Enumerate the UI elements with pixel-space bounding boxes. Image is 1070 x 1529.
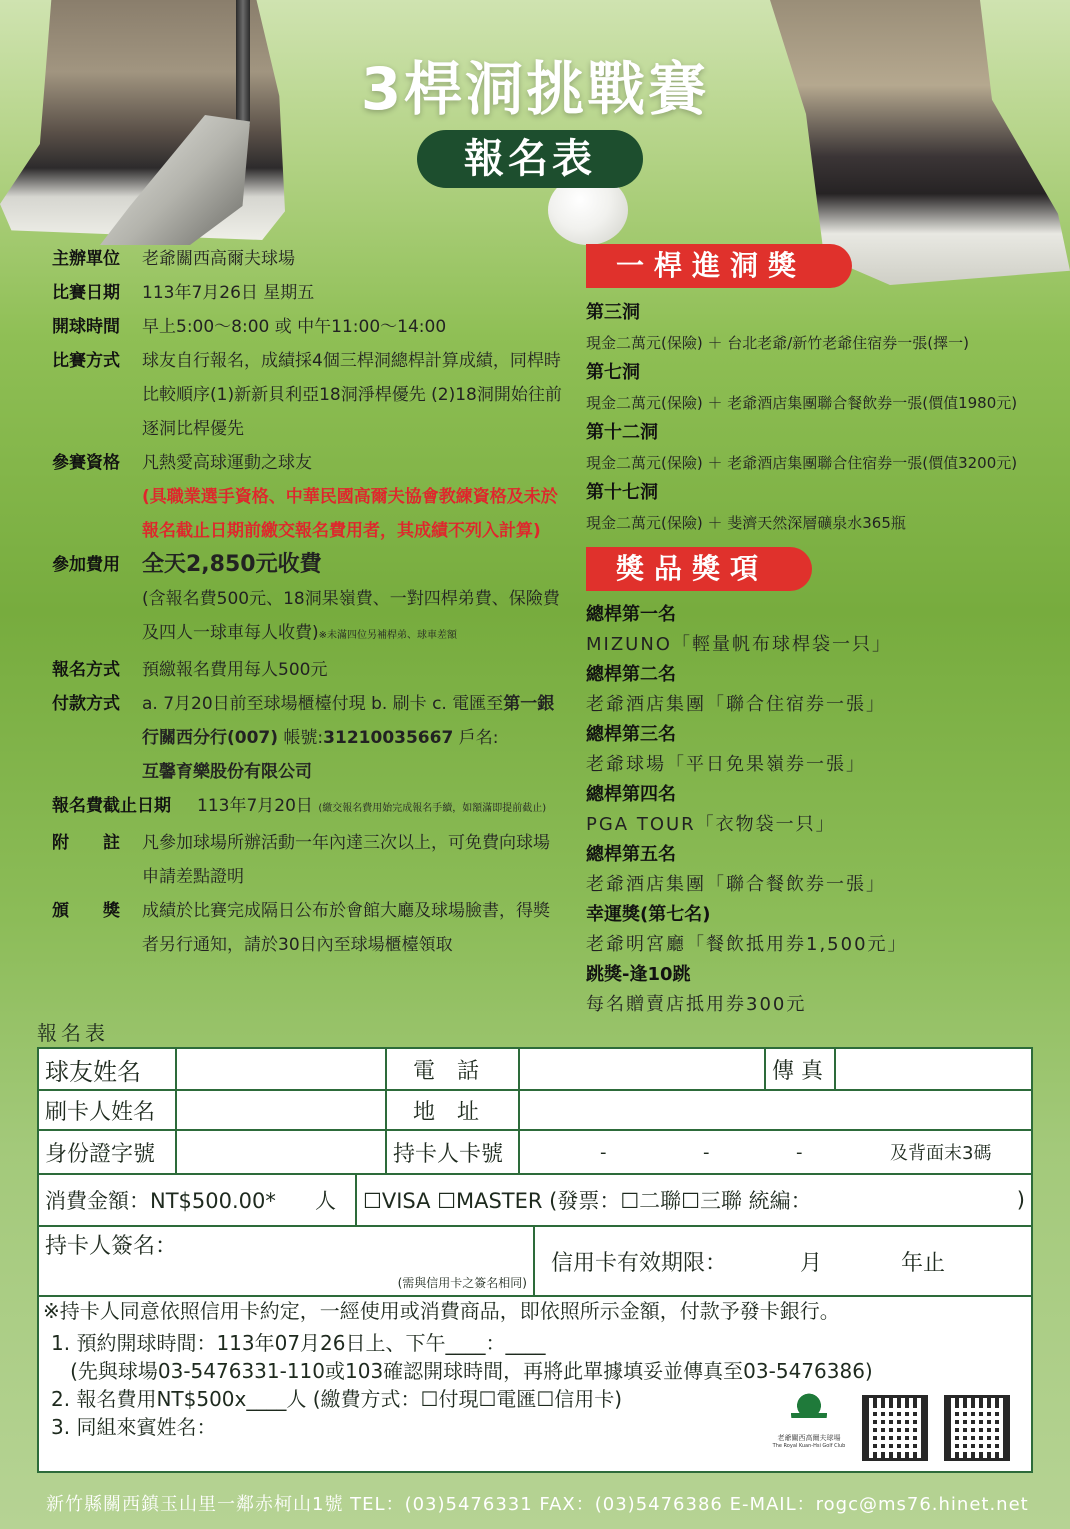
event-info bbox=[52, 242, 562, 962]
page-title: 3桿洞挑戰賽 bbox=[360, 55, 710, 123]
deadline-date: 113年7月20日 bbox=[197, 796, 313, 816]
card-dash: - bbox=[600, 1141, 607, 1163]
card-back-digits-label: 及背面末3碼 bbox=[890, 1143, 992, 1164]
award-prize: 老爺酒店集團「聯合住宿券一張」 bbox=[586, 694, 886, 715]
signature-label: 持卡人簽名： bbox=[45, 1234, 178, 1259]
hole-prize: 現金二萬元(保險) ＋ 台北老爺/新竹老爺住宿券一張(擇一) bbox=[586, 334, 970, 352]
info-row-format bbox=[52, 344, 562, 446]
note-item: 3. 同組來賓姓名： bbox=[51, 1415, 217, 1439]
account-number: 31210035667 bbox=[323, 728, 454, 748]
form-label: 報名表 bbox=[37, 1021, 109, 1045]
info-key: 比賽日期 bbox=[52, 283, 120, 303]
address-field[interactable] bbox=[520, 1091, 1031, 1131]
info-row-payment bbox=[52, 687, 562, 789]
address-label: 地 址 bbox=[387, 1091, 520, 1131]
account-label: 帳號: bbox=[283, 728, 324, 748]
payment-bank: 第一銀行關西分行(007) bbox=[142, 694, 555, 748]
award-prize: 老爺酒店集團「聯合餐飲券一張」 bbox=[586, 874, 886, 895]
info-value: 凡參加球場所辦活動一年內達三次以上，可免費向球場申請差點證明 bbox=[142, 833, 550, 887]
note-item: 1. 預約開球時間：113年07月26日上、下午____：____ bbox=[51, 1331, 546, 1355]
consent-text: ※持卡人同意依照信用卡約定，一經使用或消費商品，即依照所示金額，付款予發卡銀行。 bbox=[43, 1299, 840, 1323]
fax-field[interactable] bbox=[836, 1049, 1031, 1091]
info-value: 老爺關西高爾夫球場 bbox=[142, 249, 295, 269]
info-value: 球友自行報名，成績採4個三桿洞總桿計算成績，同桿時比較順序(1)新新貝利亞18洞淨桿優先 (2)18洞開始往前逐洞比桿優先 bbox=[142, 351, 562, 439]
logo-subtext: The Royal Kuan-Hsi Golf Club bbox=[772, 1443, 846, 1449]
hole-label: 第十二洞 bbox=[586, 422, 658, 443]
hole-prize: 現金二萬元(保險) ＋ 老爺酒店集團聯合餐飲券一張(價值1980元) bbox=[586, 394, 1018, 412]
card-type-field[interactable] bbox=[357, 1175, 1031, 1227]
person-label: 人 bbox=[315, 1189, 336, 1213]
hole-label: 第三洞 bbox=[586, 302, 640, 323]
info-key: 附 註 bbox=[52, 833, 120, 853]
expiry-field[interactable] bbox=[535, 1227, 1031, 1297]
award-rank: 幸運獎(第七名) bbox=[586, 904, 711, 925]
fee-headline: 全天2,850元收費 bbox=[142, 552, 322, 577]
info-row-eligibility-note bbox=[52, 480, 562, 548]
club-logo-icon bbox=[791, 1393, 827, 1429]
note-item: 2. 報名費用NT$500x____人 (繳費方式：☐付現☐電匯☐信用卡) bbox=[51, 1387, 623, 1411]
fax-label: 傳 真 bbox=[766, 1049, 836, 1091]
award-prize: PGA TOUR「衣物袋一只」 bbox=[586, 814, 836, 835]
info-key: 參加費用 bbox=[52, 555, 120, 575]
eligibility-note: (具職業選手資格、中華民國高爾夫協會教練資格及未於報名截止日期前繳交報名費用者，其成績不列入計算) bbox=[142, 487, 558, 541]
amount-cell bbox=[39, 1175, 357, 1227]
info-value: 113年7月26日 星期五 bbox=[142, 283, 315, 303]
awards-list bbox=[586, 600, 1056, 1020]
payment-methods: a. 7月20日前至球場櫃檯付現 b. 刷卡 c. 電匯至 bbox=[142, 694, 504, 714]
golfer-name-field[interactable] bbox=[177, 1049, 387, 1091]
amount-label: 消費金額：NT$500.00* bbox=[45, 1189, 276, 1213]
hole-label: 第七洞 bbox=[586, 362, 640, 383]
info-key: 參賽資格 bbox=[52, 453, 120, 473]
expiry-month-label: 月 bbox=[800, 1250, 823, 1276]
info-key: 報名方式 bbox=[52, 660, 120, 680]
cardholder-name-field[interactable] bbox=[177, 1091, 387, 1131]
info-row-award-notice bbox=[52, 894, 562, 962]
card-dash: - bbox=[796, 1141, 803, 1163]
info-value: 早上5:00～8:00 或 中午11:00～14:00 bbox=[142, 317, 447, 337]
hole-label: 第十七洞 bbox=[586, 482, 658, 503]
info-row-tee-time bbox=[52, 310, 562, 344]
golfer-name-label: 球友姓名 bbox=[39, 1049, 177, 1091]
info-row-organizer bbox=[52, 242, 562, 276]
fee-detail: (含報名費500元、18洞果嶺費、一對四桿弟費、保險費及四人一球車每人收費) bbox=[142, 589, 560, 643]
account-name: 互馨育樂股份有限公司 bbox=[142, 762, 312, 782]
logo-text: 老爺關西高爾夫球場 bbox=[777, 1434, 841, 1442]
signature-note: (需與信用卡之簽名相同) bbox=[397, 1276, 527, 1290]
award-rank: 總桿第三名 bbox=[586, 724, 676, 745]
id-number-field[interactable] bbox=[177, 1131, 387, 1175]
info-key: 比賽方式 bbox=[52, 351, 120, 371]
card-number-label: 持卡人卡號 bbox=[387, 1131, 520, 1175]
card-type-close: ) bbox=[1016, 1188, 1025, 1212]
info-row-fee bbox=[52, 548, 562, 582]
award-rank: 總桿第二名 bbox=[586, 664, 676, 685]
expiry-year-label: 年止 bbox=[901, 1250, 946, 1276]
award-prize: MIZUNO「輕量帆布球桿袋一只」 bbox=[586, 634, 892, 655]
card-type-options: ☐VISA ☐MASTER (發票：☐二聯☐三聯 統編： bbox=[363, 1189, 812, 1213]
hole-prize: 現金二萬元(保險) ＋ 斐濟天然深層礦泉水365瓶 bbox=[586, 514, 906, 532]
awards-banner: 獎品獎項 bbox=[586, 547, 812, 591]
phone-label: 電 話 bbox=[387, 1049, 520, 1091]
subtitle-pill: 報名表 bbox=[417, 130, 643, 188]
info-row-date bbox=[52, 276, 562, 310]
deadline-note: (繳交報名費用始完成報名手續，如額滿即提前截止) bbox=[318, 803, 547, 814]
info-row-fee-detail bbox=[52, 582, 562, 653]
info-value: 預繳報名費用每人500元 bbox=[142, 660, 328, 680]
expiry-label: 信用卡有效期限： bbox=[551, 1250, 728, 1276]
hole-in-one-list bbox=[586, 298, 1056, 538]
info-key: 頒 獎 bbox=[52, 901, 120, 921]
award-rank: 總桿第五名 bbox=[586, 844, 676, 865]
phone-field[interactable] bbox=[520, 1049, 766, 1091]
info-row-deadline bbox=[52, 789, 562, 826]
footer-contact: 新竹縣關西鎮玉山里一鄰赤柯山1號 TEL：(03)5476331 FAX：(03)5476386 E-MAIL：rogc@ms76.hinet.net bbox=[46, 1494, 1029, 1515]
club-logo bbox=[764, 1393, 854, 1449]
card-dash: - bbox=[703, 1141, 710, 1163]
hole-in-one-banner: 一桿進洞獎 bbox=[586, 244, 852, 288]
info-row-signup bbox=[52, 653, 562, 687]
note-item: (先與球場03-5476331-110或103確認開球時間，再將此單據填妥並傳真至03-5476386) bbox=[51, 1359, 873, 1383]
info-key: 開球時間 bbox=[52, 317, 120, 337]
info-value: 凡熱愛高球運動之球友 bbox=[142, 453, 312, 473]
award-prize: 老爺明宮廳「餐飲抵用券1,500元」 bbox=[586, 934, 908, 955]
fee-detail-small: ※未滿四位另補桿弟、球車差額 bbox=[318, 630, 458, 641]
info-row-eligibility bbox=[52, 446, 562, 480]
info-key: 報名費截止日期 bbox=[52, 796, 171, 816]
award-rank: 跳獎-逢10跳 bbox=[586, 964, 691, 985]
award-rank: 總桿第四名 bbox=[586, 784, 676, 805]
hole-prize: 現金二萬元(保險) ＋ 老爺酒店集團聯合住宿券一張(價值3200元) bbox=[586, 454, 1018, 472]
info-key: 付款方式 bbox=[52, 694, 120, 714]
account-name-label: 戶名: bbox=[458, 728, 499, 748]
info-key: 主辦單位 bbox=[52, 249, 120, 269]
award-prize: 老爺球場「平日免果嶺券一張」 bbox=[586, 754, 866, 775]
info-value: 成績於比賽完成隔日公布於會館大廳及球場臉書，得獎者另行通知，請於30日內至球場櫃檯領取 bbox=[142, 901, 550, 955]
cardholder-name-label: 刷卡人姓名 bbox=[39, 1091, 177, 1131]
qr-code-line-icon[interactable] bbox=[944, 1395, 1010, 1461]
signature-field[interactable] bbox=[39, 1227, 535, 1297]
qr-code-icon[interactable] bbox=[862, 1395, 928, 1461]
card-number-field[interactable] bbox=[520, 1131, 1031, 1175]
award-rank: 總桿第一名 bbox=[586, 604, 676, 625]
info-row-remark bbox=[52, 826, 562, 894]
award-prize: 每名贈賣店抵用券300元 bbox=[586, 994, 807, 1015]
id-number-label: 身份證字號 bbox=[39, 1131, 177, 1175]
